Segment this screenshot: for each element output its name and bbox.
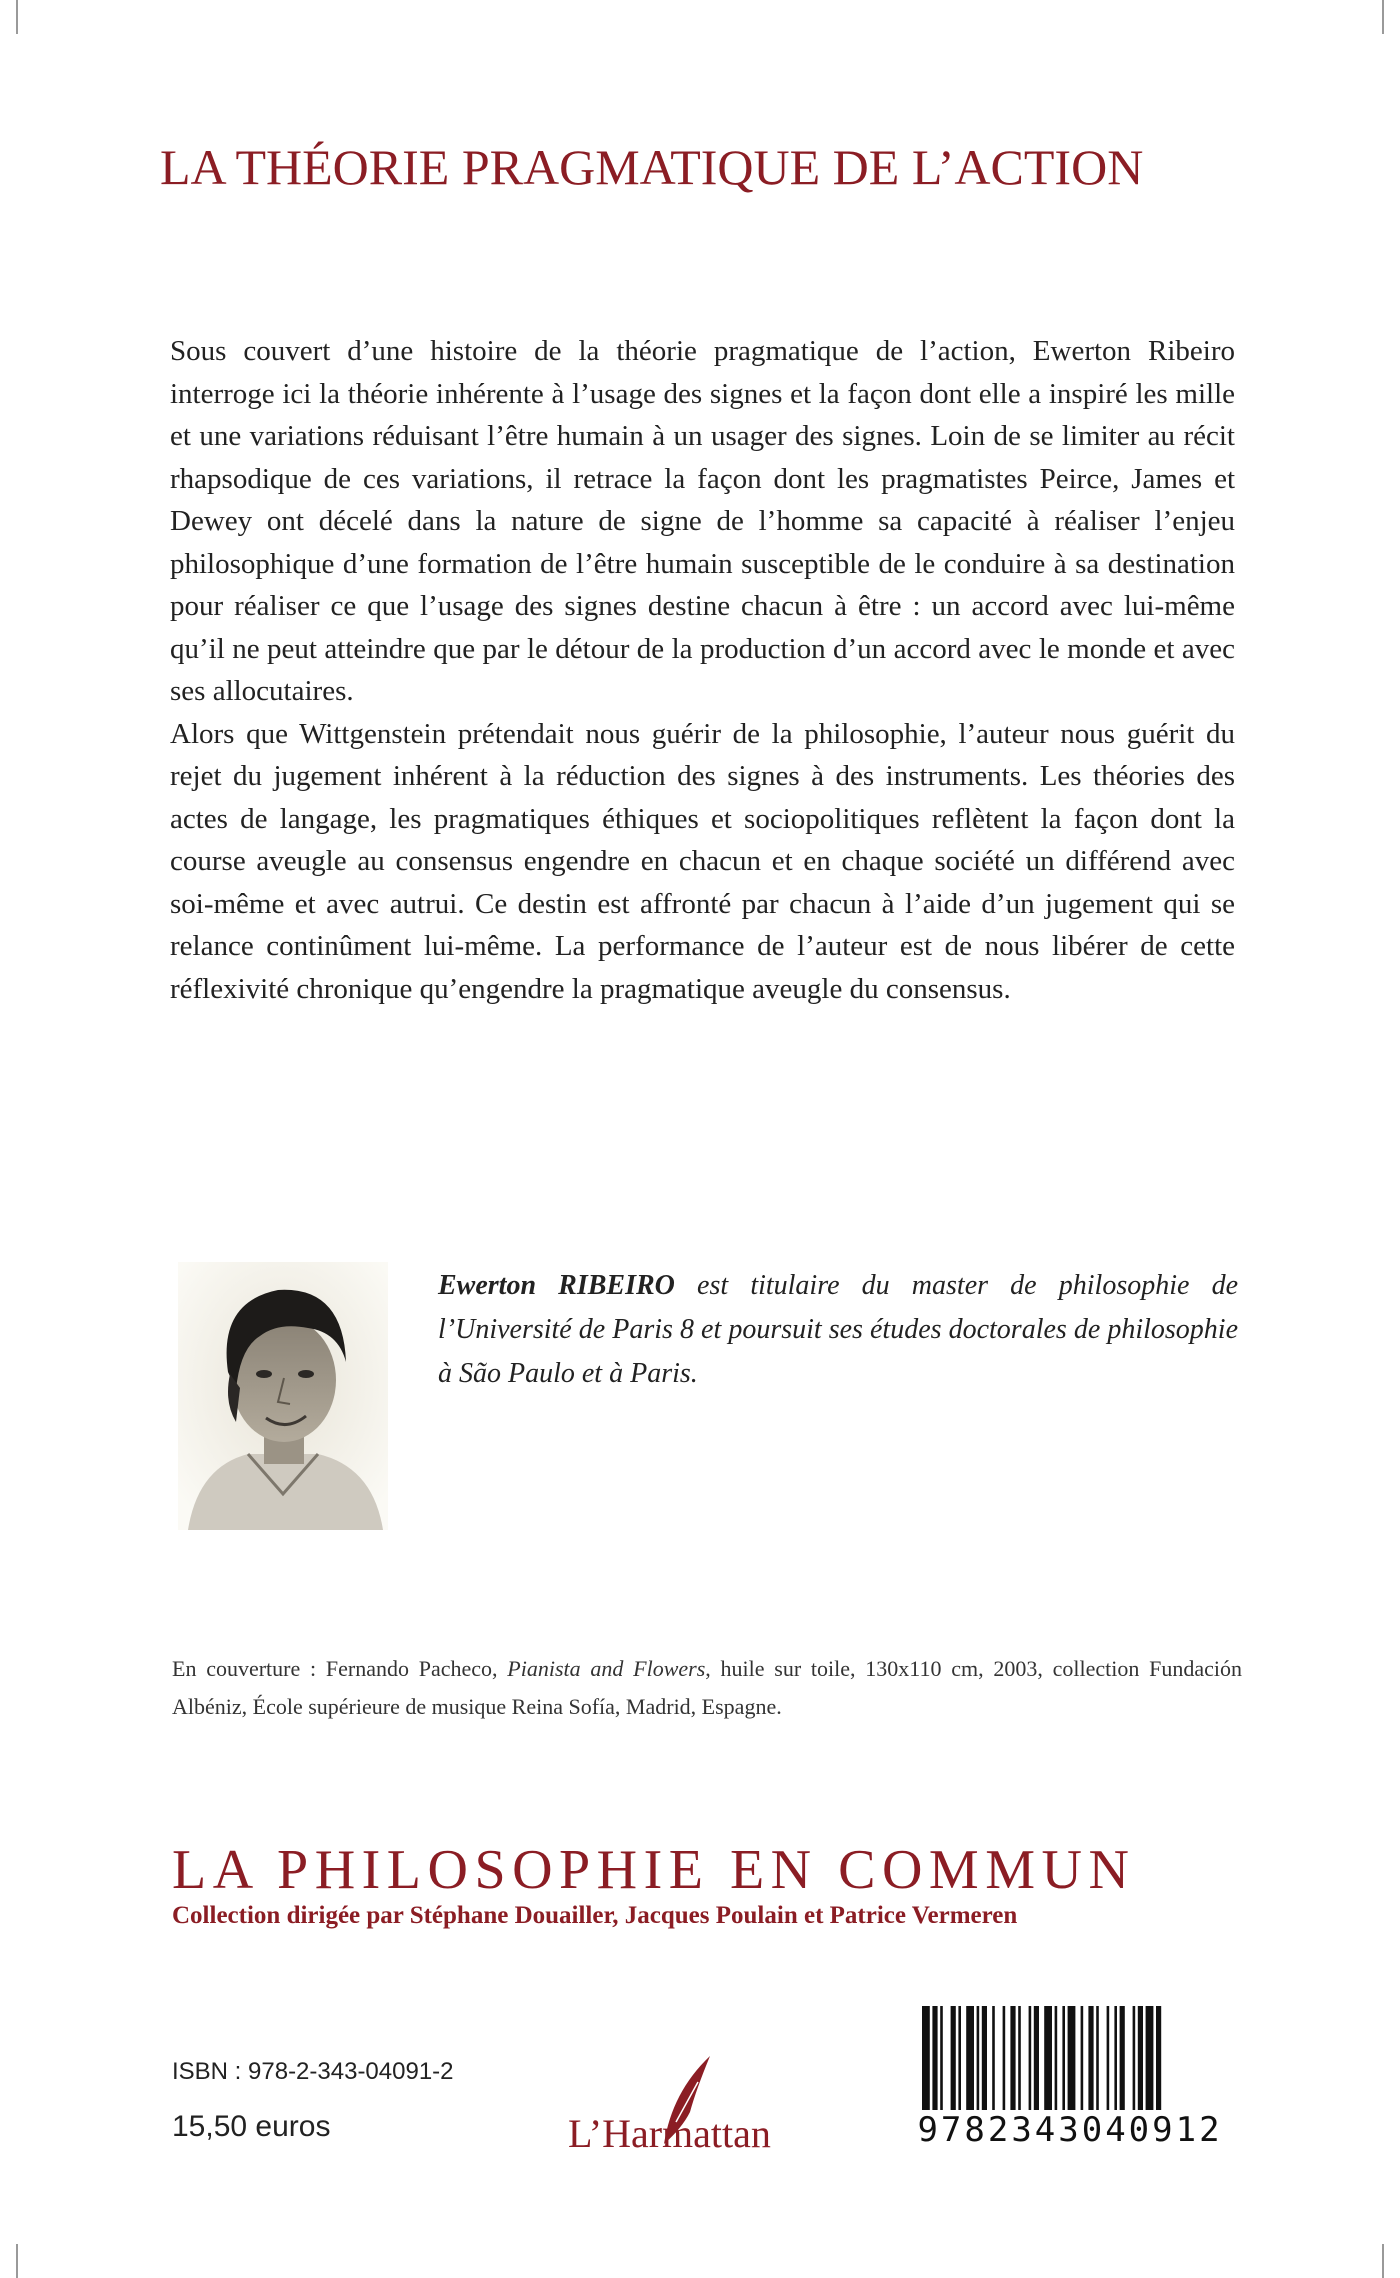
book-title: LA THÉORIE PRAGMATIQUE DE L’ACTION [160,139,1144,195]
series-directors: Collection dirigée par Stéphane Douailler, Jacques Poulain et Patrice Vermeren [172,1902,1018,1929]
isbn: ISBN : 978-2-343-04091-2 [172,2058,454,2085]
barcode-number: 9782343040912 [900,2110,1240,2150]
credit-work-title: Pianista and Flowers [507,1656,706,1681]
credit-suffix: , huile sur toile, 130x110 cm, 2003, collection Fundación Albéniz, École supérieure de musique Reina Sofía, Madrid, Espagne. [172,1656,1242,1719]
series-name: LA PHILOSOPHIE EN COMMUN [172,1839,1136,1901]
author-photo [178,1262,388,1530]
back-cover-blurb [170,330,1235,1010]
cover-credit [172,1650,1242,1726]
crop-mark-top-right [1382,0,1384,34]
crop-mark-top-left [16,0,18,34]
crop-mark-bottom-left [16,2244,18,2278]
blurb-paragraph: Alors que Wittgenstein prétendait nous guérir de la philosophie, l’auteur nous guérit du rejet du jugement inhérent à la réduction des signes à des instruments. Les théories des actes de langage, les pragmatiques éthiques et sociopolitiques reflètent la façon dont la course aveugle au consensus engendre en chacun et en chaque société un différend avec soi-même et avec autrui. Ce destin est affronté par chacun à l’aide d’un jugement qui se relance continûment lui-même. La performance de l’auteur est de nous libérer de cette réflexivité chronique qu’engendre la pragmatique aveugle du consensus. [170,717,1235,1005]
publisher-name: L’Harmattan [568,2111,771,2156]
credit-prefix: En couverture : Fernando Pacheco, [172,1656,508,1681]
author-bio-text: est titulaire du master de philosophie de l’Université de Paris 8 et poursuit ses études doctorales de philosophie à São Paulo et à Paris. [438,1270,1238,1389]
publisher-logo [568,2052,868,2156]
author-name: Ewerton RIBEIRO [438,1270,675,1301]
crop-mark-bottom-right [1382,2244,1384,2278]
blurb-paragraph: Sous couvert d’une histoire de la théorie pragmatique de l’action, Ewerton Ribeiro interroge ici la théorie inhérente à l’usage des signes et la façon dont elle a inspiré les mille et une variations réduisant l’être humain à un usager des signes. Loin de se limiter au récit rhapsodique de ces variations, il retrace la façon dont les pragmatistes Peirce, James et Dewey ont décelé dans la nature de signe de l’homme sa capacité à réaliser l’enjeu philosophique d’une formation de l’être humain susceptible de le conduire à sa destination pour réaliser ce que l’usage des signes destine chacun à être : un accord avec lui-même qu’il ne peut atteindre que par le détour de la production d’un accord avec le monde et avec ses allocutaires. [170,335,1235,707]
author-bio [438,1264,1238,1396]
price: 15,50 euros [172,2110,331,2143]
